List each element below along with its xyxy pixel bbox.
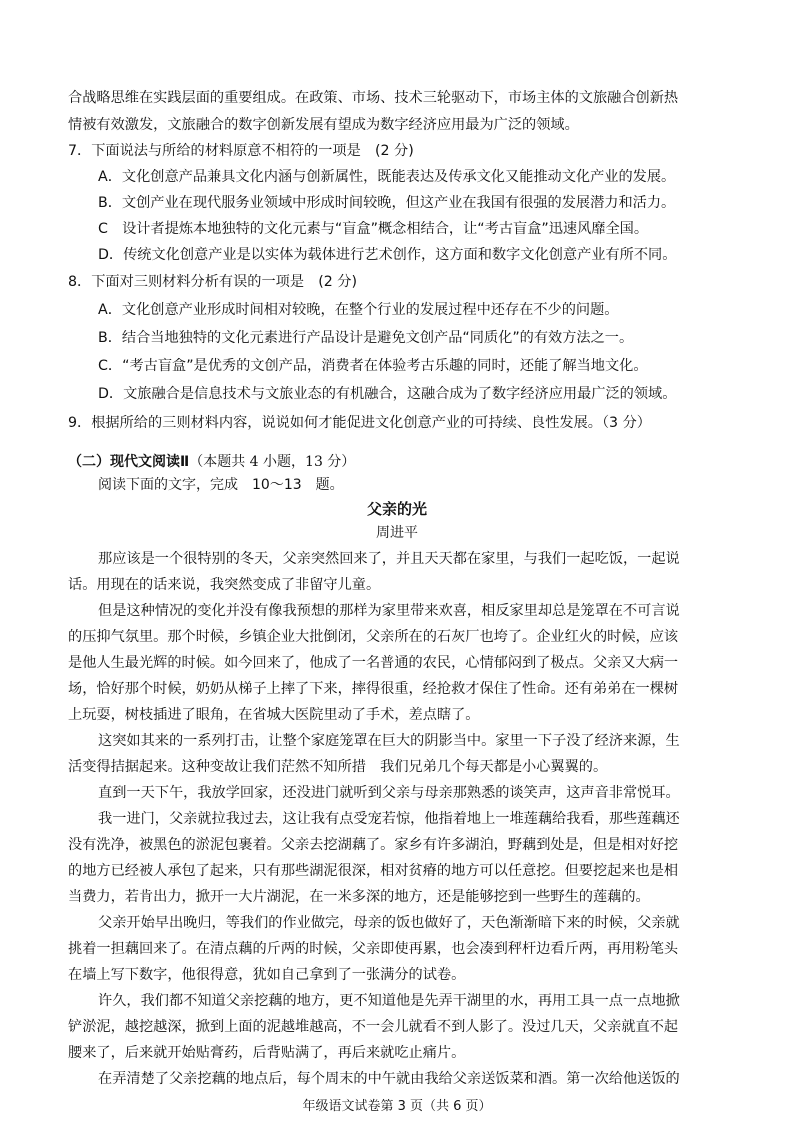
page-footer: 年级语文试卷第 3 页（共 6 页） <box>302 1099 492 1114</box>
story-line: 活变得拮据起来。这种变故让我们茫然不知所措 我们兄弟几个每天都是小心翼翼的。 <box>68 759 608 775</box>
story-author: 周进平 <box>376 525 418 541</box>
question-7-stem: 7．下面说法与所给的材料原意不相符的一项是 (2 分) <box>68 143 414 159</box>
story-line: 是他人生最光辉的时候。如今回来了，他成了一名普通的农民，心情郁闷到了极点。父亲又大病一 <box>68 655 679 671</box>
story-line: 的压抑气氛里。那个时候，乡镇企业大批倒闭，父亲所在的石灰厂也垮了。企业红火的时候，应该 <box>68 629 679 645</box>
question-8-option-d: D．文旅融合是信息技术与文旅业态的有机融合，这融合成为了数字经济应用最广泛的领域。 <box>98 386 677 402</box>
story-title: 父亲的光 <box>366 500 427 518</box>
story-line: 铲淤泥，越挖越深，掀到上面的泥越堆越高，不一会儿就看不到人影了。没过几天，父亲就直不起 <box>68 1019 679 1035</box>
story-line: 在弄清楚了父亲挖藕的地点后，每个周末的中午就由我给父亲送饭菜和酒。第一次给他送饭的 <box>98 1071 680 1087</box>
story-line: 父亲开始早出晚归，等我们的作业做完，母亲的饭也做好了，天色渐渐暗下来的时候，父亲就 <box>98 915 680 931</box>
story-line: 上玩耍，树枝插进了眼角，在省城大医院里动了手术，差点瞎了。 <box>68 707 480 723</box>
story-line: 场，恰好那个时候，奶奶从梯子上摔了下来，摔得很重，经抢救才保住了性命。还有弟弟在一棵树 <box>68 681 679 697</box>
question-9-stem: 9．根据所给的三则材料内容，说说如何才能促进文化创意产业的可持续、良性发展。（3 分） <box>68 415 651 431</box>
question-7-option-c: C 设计者提炼本地独特的文化元素与“盲盒”概念相结合，让“考古盲盒”迅速风靡全国。 <box>98 221 649 237</box>
question-7-option-d: D．传统文化创意产业是以实体为载体进行艺术创作，这方面和数字文化创意产业有所不同。 <box>98 247 677 263</box>
section-subtitle: （本题共 4 小题，13 分） <box>189 454 356 470</box>
question-8-option-c: C．“考古盲盒”是优秀的文创产品，消费者在体验考古乐趣的同时，还能了解当地文化。 <box>98 358 648 374</box>
story-line: 腰来了，后来就开始贴膏药，后背贴满了，再后来就吃止痛片。 <box>68 1045 466 1061</box>
story-line: 我一进门，父亲就拉我过去，这让我有点受宠若惊，他指着地上一堆莲藕给我看，那些莲藕还 <box>98 811 680 827</box>
story-line: 没有洗净，被黑色的淤泥包裹着。父亲去挖湖藕了。家乡有许多湖泊，野藕到处是，但是相对好挖 <box>68 837 679 853</box>
story-line: 但是这种情况的变化并没有像我预想的那样为家里带来欢喜，相反家里却总是笼罩在不可言说 <box>98 603 680 619</box>
body-text-line: 合战略思维在实践层面的重要组成。在政策、市场、技术三轮驱动下，市场主体的文旅融合创新热 <box>68 90 679 106</box>
section-title: （二）现代文阅读Ⅱ <box>68 454 190 470</box>
story-line: 那应该是一个很特别的冬天，父亲突然回来了，并且天天都在家里，与我们一起吃饭，一起说 <box>98 551 680 567</box>
question-8-option-a: A．文化创意产业形成时间相对较晚，在整个行业的发展过程中还存在不少的问题。 <box>98 302 619 318</box>
section-heading <box>68 452 355 472</box>
story-line: 挑着一担藕回来了。在清点藕的斤两的时候，父亲即使再累，也会凑到秤杆边看斤两，再用粉笔头 <box>68 941 679 957</box>
story-line: 当费力，若肯出力，掀开一大片湖泥，在一米多深的地方，还是能够挖到一些野生的莲藕的。 <box>68 889 650 905</box>
story-line: 这突如其来的一系列打击，让整个家庭笼罩在巨大的阴影当中。家里一下子没了经济来源，生 <box>98 733 680 749</box>
body-text-line: 情被有效激发，文旅融合的数字创新发展有望成为数字经济应用最为广泛的领域。 <box>68 117 579 133</box>
reading-instruction: 阅读下面的文字，完成 10～13 题。 <box>98 477 344 493</box>
story-line: 的地方已经被人承包了起来，只有那些湖泥很深，相对贫瘠的地方可以任意挖。但要挖起来也是相 <box>68 863 679 879</box>
question-8-stem: 8．下面对三则材料分析有误的一项是 (2 分) <box>68 274 358 290</box>
story-line: 在墙上写下数字，他很得意，犹如自己拿到了一张满分的试卷。 <box>68 967 466 983</box>
story-line: 许久，我们都不知道父亲挖藕的地方，更不知道他是先弄干湖里的水，再用工具一点一点地掀 <box>98 993 680 1009</box>
question-7-option-b: B．文创产业在现代服务业领域中形成时间较晚，但这产业在我国有很强的发展潜力和活力。 <box>98 195 676 211</box>
story-line: 直到一天下午，我放学回家，还没进门就听到父亲与母亲那熟悉的谈笑声，这声音非常悦耳。 <box>98 785 680 801</box>
story-line: 话。用现在的话来说，我突然变成了非留守儿童。 <box>68 577 381 593</box>
question-7-option-a: A．文化创意产品兼具文化内涵与创新属性，既能表达及传承文化又能推动文化产业的发展。 <box>98 169 676 185</box>
question-8-option-b: B．结合当地独特的文化元素进行产品设计是避免文创产品“同质化”的有效方法之一。 <box>98 330 634 346</box>
